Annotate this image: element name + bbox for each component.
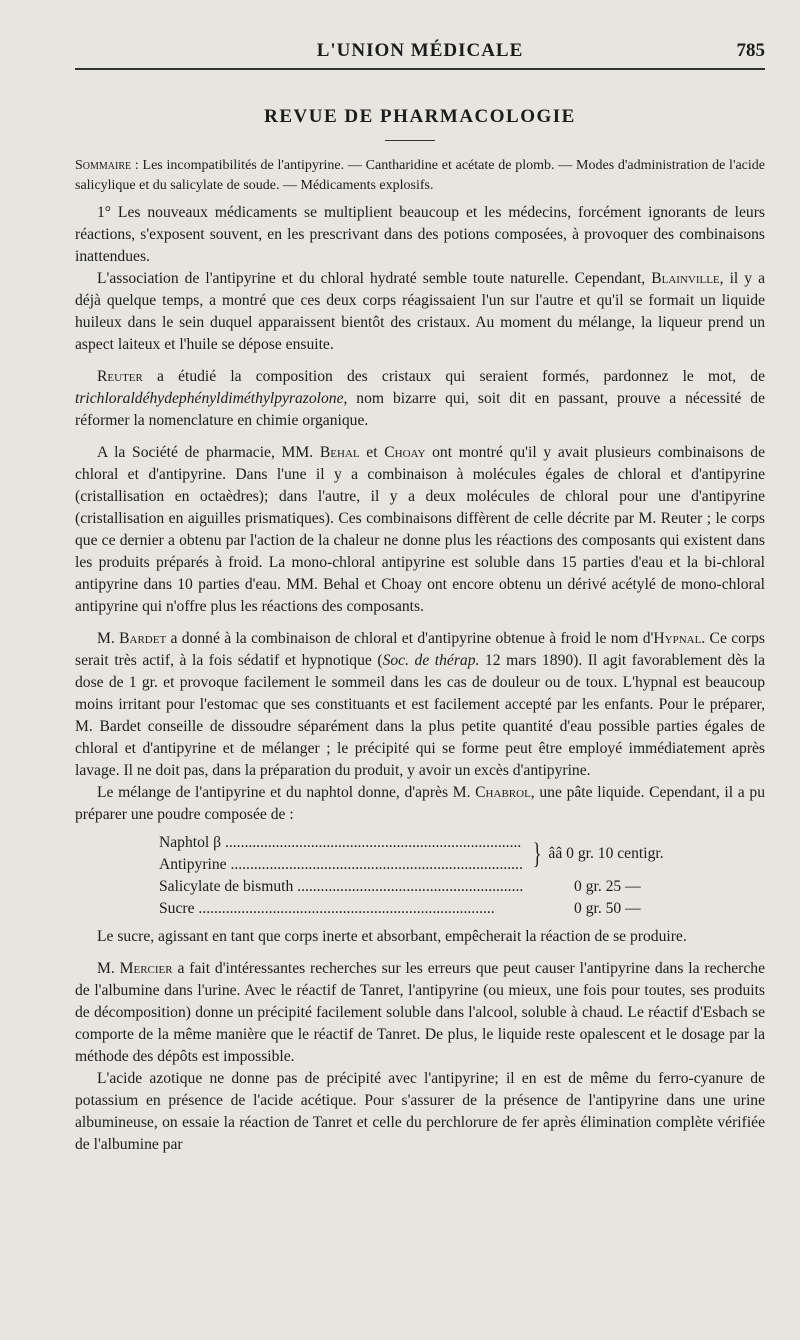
text-span: , il y a déjà quelque temps, a montré que ces deux corps réagissaient l'un sur l'autre et qu'il se formait un liquide huileux dans le sein duquel apparaissent bientôt des cristaux. Au moment du mélange, la liqueur prend un aspect laiteux et l'huile se dépose ensuite.	[75, 270, 765, 353]
paragraph-3	[75, 366, 765, 432]
text-span: a étudié la composition des cristaux qui seraient formés, pardonnez le mot, de	[142, 368, 765, 385]
text-span: , une pâte liquide. Cependant, il a pu préparer une poudre composée de :	[75, 784, 765, 823]
text-span: . Ce corps serait très actif, à la fois sédatif et hypnotique (	[75, 630, 765, 669]
text-span: L'association de l'antipyrine et du chloral hydraté semble toute naturelle. Cependant,	[97, 270, 652, 287]
author-name: Blainville	[651, 270, 720, 287]
product-name: Hypnal	[653, 630, 702, 647]
formula-group	[159, 832, 719, 876]
formula-item: Naphtol β .....	[159, 832, 524, 854]
author-name: Reuter	[97, 368, 143, 385]
text-span: M.	[97, 630, 120, 647]
paragraph-1: 1° Les nouveaux médicaments se multiplient beaucoup et les médecins, forcément ignorants de leurs réactions, s'exposent souvent, en les prescrivant dans des potions composées, à provoquer des combinaisons inattendues.	[75, 204, 765, 265]
paragraph-8	[75, 958, 765, 1068]
text-span: et	[359, 444, 385, 461]
text-span: , nom bizarre qui, soit dit en passant, prouve a nécessité de réformer la nomenclature en chimie organique.	[75, 390, 765, 429]
reference: Soc. de thérap.	[382, 652, 480, 669]
text-span: a donné à la combinaison de chloral et d'antipyrine obtenue à froid le nom d'	[166, 630, 654, 647]
text-span: a fait d'intéressantes recherches sur les erreurs que peut causer l'antipyrine dans la recherche de l'albumine dans l'urine. Avec le réactif de Tanret, l'antipyrine (ou mieux, une fois pour toutes, ses produits de décomposition) donne un précipité facilement soluble dans l'alcool, soluble à chaud. Le réactif d'Esbach se comporte de la même manière que le réactif de Tanret. De plus, le liquide reste opalescent et le dosage par la méthode des dépôts est impossible.	[75, 960, 765, 1065]
summary-text: : Les incompatibilités de l'antipyrine. — Cantharidine et acétate de plomb. — Modes d'administration de l'acide salicylique et du salicylate de soude. — Médicaments explosifs.	[75, 158, 765, 193]
formula-row	[159, 898, 719, 920]
brace-symbol: }	[532, 837, 542, 870]
paragraph-2	[75, 268, 765, 356]
text-span: M.	[97, 960, 120, 977]
paragraph-7: Le sucre, agissant en tant que corps inerte et absorbant, empêcherait la réaction de se produire.	[97, 928, 687, 945]
formula-group-names	[159, 832, 524, 876]
page-header	[75, 40, 765, 70]
running-title: L'UNION MÉDICALE	[316, 40, 524, 61]
formula-quantity: 0 gr. 25 —	[574, 878, 641, 895]
author-name: Chabrol	[475, 784, 531, 801]
paragraph-4	[75, 442, 765, 618]
summary-label: Sommaire	[75, 158, 132, 173]
formula-quantity: 0 gr. 50 —	[574, 900, 641, 917]
page-number: 785	[736, 40, 765, 61]
text-span: ont montré qu'il y avait plusieurs combinaisons de chloral et d'antipyrine. Dans l'une il y a combinaison à molécules égales de chloral et d'antipyrine (cristallisation en octaèdres); dans l'autre, il y a deux molécules de chloral pour une d'antipyrine (cristallisation en aiguilles prismatiques). Ces combinaisons diffèrent de celle décrite par M. Reuter ; le corps que ce dernier a obtenu par l'action de la chaleur ne donne plus les réactions des composants qui existent dans les produits préparés à froid. La mono-chloral antipyrine est soluble dans 15 parties d'eau et la bi-chloral antipyrine dans 10 parties d'eau. MM. Behal et Choay ont encore obtenu un dérivé acétylé de mono-chloral antipyrine qui n'offre plus les réactions des composants.	[75, 444, 765, 615]
title-divider	[385, 140, 435, 141]
author-name: Behal	[319, 444, 360, 461]
text-span: A la Société de pharmacie, MM.	[97, 444, 320, 461]
author-name: Mercier	[119, 960, 173, 977]
formula-table	[159, 832, 719, 920]
text-span: Le mélange de l'antipyrine et du naphtol donne, d'après M.	[97, 784, 476, 801]
author-name: Choay	[384, 444, 426, 461]
header-rule	[75, 68, 765, 70]
text-span: 12 mars 1890). Il agit favorablement dès la dose de 1 gr. et provoque facilement le sommeil dans les cas de douleur ou de toux. L'hypnal est beaucoup moins irritant pour l'estomac que ses constituants et est facilement accepté par les enfants. Pour le préparer, M. Bardet conseille de dissoudre séparément dans la plus petite quantité d'eau possible parties égales de chloral et d'antipyrine et de mélanger ; le précipité qui se forme peut être employé immédiatement après lavage. Il ne doit pas, dans la préparation du produit, y avoir un excès d'antipyrine.	[75, 652, 765, 779]
formula-item: Salicylate de bismuth .....	[159, 876, 524, 898]
paragraph-6	[75, 782, 765, 826]
summary	[75, 156, 765, 196]
chemical-term: trichloraldéhydephényldiméthylpyrazolone	[75, 390, 344, 407]
author-name: Bardet	[119, 630, 167, 647]
formula-item: Sucre .....	[159, 898, 524, 920]
section-title: REVUE DE PHARMACOLOGIE	[264, 106, 576, 127]
formula-quantity: ââ 0 gr. 10 centigr.	[548, 845, 664, 862]
paragraph-9: L'acide azotique ne donne pas de précipité avec l'antipyrine; il en est de même du ferro-cyanure de potassium en présence de l'acide acétique. Pour s'assurer de la présence de l'antipyrine dans une urine albumineuse, on essaie la réaction de Tanret et celle du perchlorure de fer après élimination complète vérifiée de l'albumine par	[75, 1070, 765, 1153]
paragraph-5	[75, 628, 765, 782]
article-body	[75, 156, 765, 1156]
formula-item: Antipyrine .....	[159, 854, 524, 876]
formula-row	[159, 876, 719, 898]
